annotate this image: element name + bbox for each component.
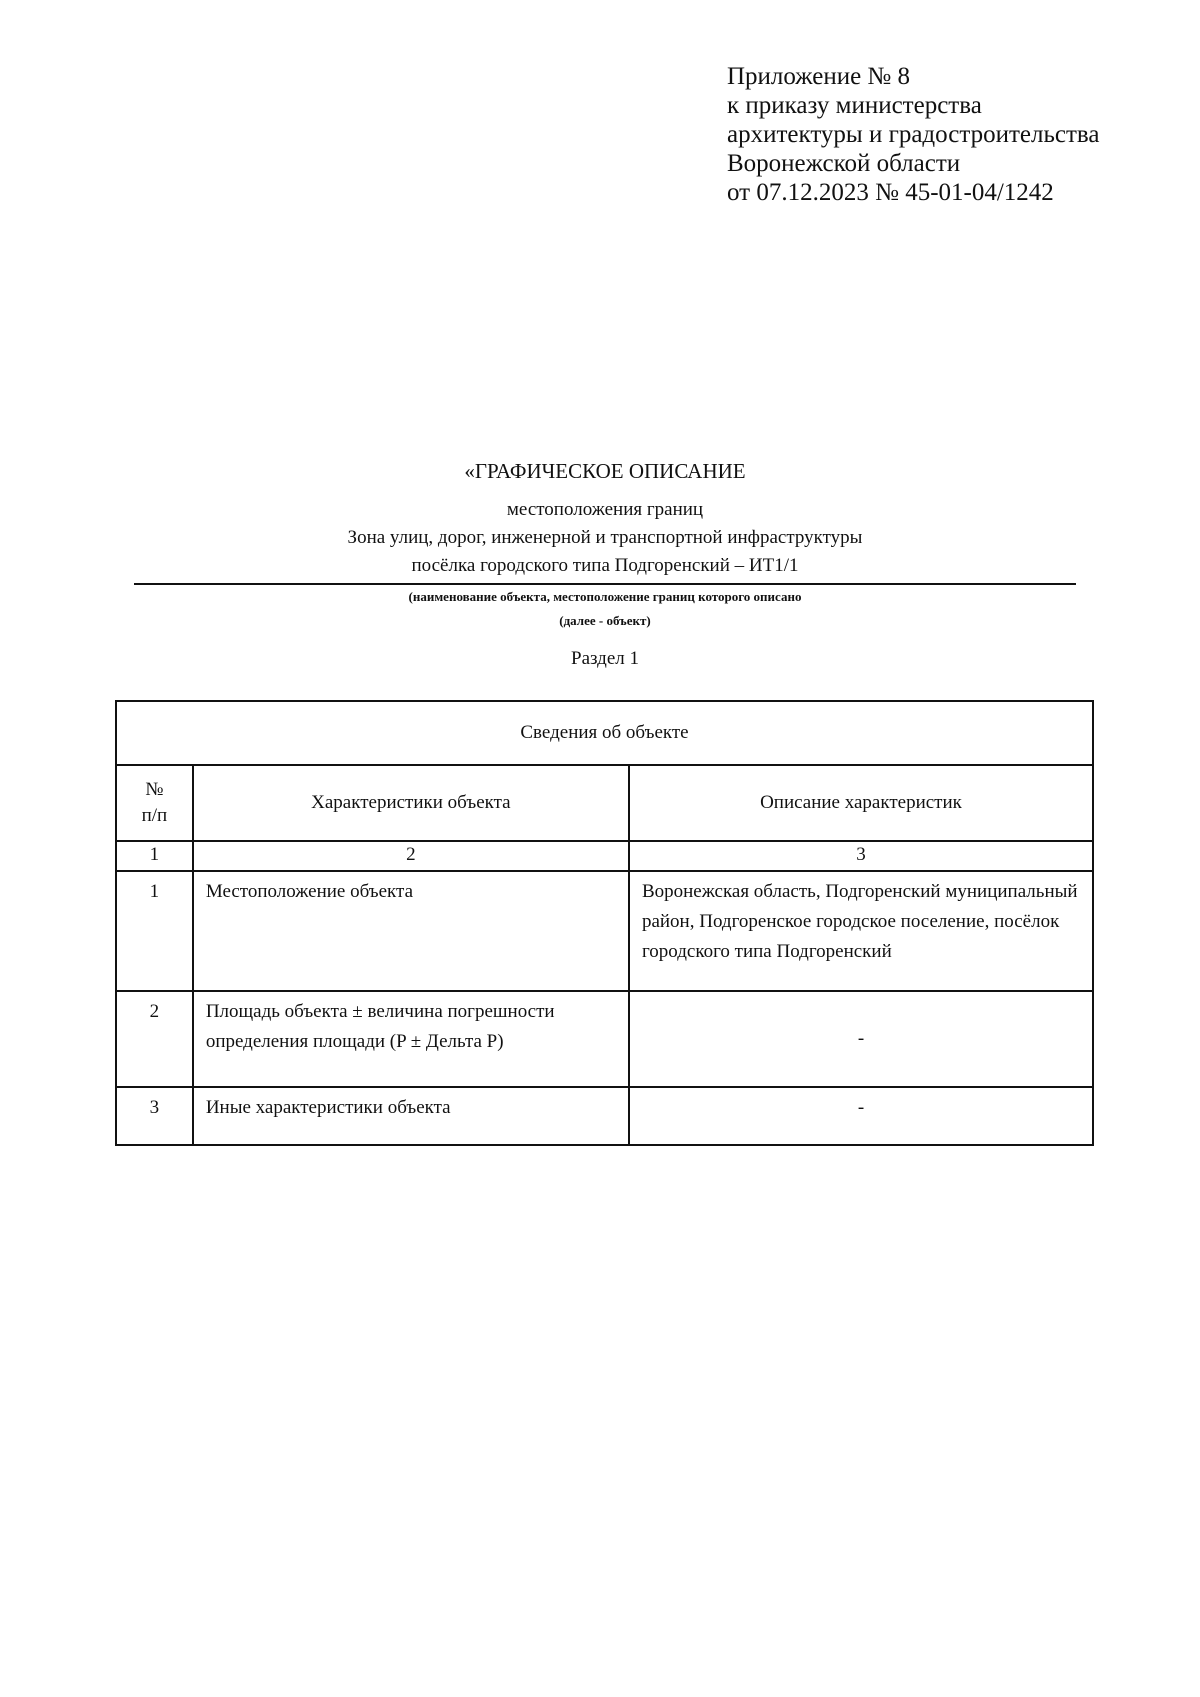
row-characteristic: Иные характеристики объекта — [193, 1087, 629, 1145]
row-number: 2 — [116, 991, 193, 1087]
column-index: 2 — [193, 841, 629, 871]
title-block — [134, 458, 1076, 673]
table-caption-row — [116, 701, 1093, 765]
row-description: - — [629, 991, 1093, 1087]
header-number-symbol: № — [145, 779, 164, 800]
document-title: «ГРАФИЧЕСКОЕ ОПИСАНИЕ — [464, 459, 746, 483]
header-number-abbr: п/п — [141, 805, 168, 826]
row-number: 3 — [116, 1087, 193, 1145]
appendix-line: Воронежской области — [727, 150, 961, 177]
table-row — [116, 871, 1093, 991]
column-index: 3 — [629, 841, 1093, 871]
column-index: 1 — [116, 841, 193, 871]
document-subtitle: местоположения границ — [506, 499, 704, 520]
row-characteristic: Местоположение объекта — [193, 871, 629, 991]
appendix-line: от 07.12.2023 № 45-01-04/1242 — [727, 179, 1054, 206]
object-caption-continued: (далее - объект) — [559, 613, 651, 628]
table-row — [116, 1087, 1093, 1145]
row-characteristic: Площадь объекта ± величина погрешности определения площади (P ± Дельта P) — [193, 991, 629, 1087]
appendix-line: Приложение № 8 — [727, 63, 911, 90]
column-index-row — [116, 841, 1093, 871]
section-label: Раздел 1 — [571, 648, 639, 669]
header-characteristics: Характеристики объекта — [193, 765, 629, 841]
object-info-table — [115, 700, 1094, 1146]
row-description: - — [629, 1087, 1093, 1145]
table-header-row — [116, 765, 1093, 841]
table-caption: Сведения об объекте — [116, 701, 1093, 765]
appendix-line: к приказу министерства — [727, 92, 982, 119]
table-row — [116, 991, 1093, 1087]
object-name-continued: посёлка городского типа Подгоренский – ИТ1/1 — [411, 555, 799, 576]
row-number: 1 — [116, 871, 193, 991]
appendix-block — [727, 62, 1099, 207]
appendix-line: архитектуры и градостроительства — [727, 121, 1100, 148]
object-caption: (наименование объекта, местоположение границ которого описано — [408, 589, 802, 604]
row-description: Воронежская область, Подгоренский муниципальный район, Подгоренское городское поселение, посёлок городского типа Подгоренский — [629, 871, 1093, 991]
header-number — [116, 765, 193, 841]
object-name: Зона улиц, дорог, инженерной и транспортной инфраструктуры — [347, 527, 863, 548]
header-description: Описание характеристик — [629, 765, 1093, 841]
